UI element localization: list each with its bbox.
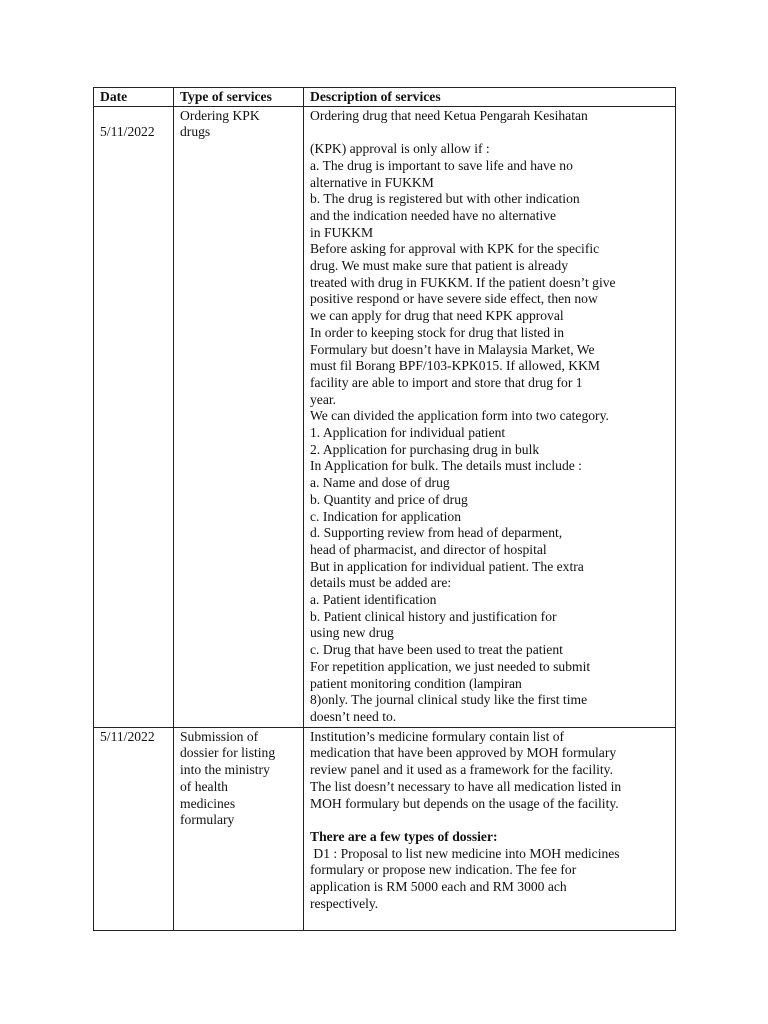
desc-line: But in application for individual patient. The extra <box>310 558 584 574</box>
desc-line: year. <box>310 391 337 407</box>
row-description <box>304 106 676 727</box>
desc-line: In Application for bulk. The details must include : <box>310 458 582 474</box>
desc-line: Institution’s medicine formulary contain list of <box>310 728 565 744</box>
desc-line: and the indication needed have no alternative <box>310 207 557 223</box>
desc-line: 2. Application for purchasing drug in bulk <box>310 441 540 457</box>
desc-line: details must be added are: <box>310 575 452 591</box>
desc-line: Formulary but doesn’t have in Malaysia Market, We <box>310 341 595 357</box>
desc-line: b. The drug is registered but with other indication <box>310 191 580 207</box>
desc-line: In order to keeping stock for drug that listed in <box>310 324 565 340</box>
row-date: 5/11/2022 <box>94 727 174 931</box>
desc-line: MOH formulary but depends on the usage of the facility. <box>310 795 619 811</box>
desc-line: head of pharmacist, and director of hospital <box>310 541 547 557</box>
desc-line: application is RM 5000 each and RM 3000 ach <box>310 879 567 895</box>
desc-line: (KPK) approval is only allow if : <box>310 141 490 157</box>
desc-line: in FUKKM <box>310 224 374 240</box>
type-line: drugs <box>180 124 211 140</box>
desc-line: The list doesn’t necessary to have all medication listed in <box>310 778 622 794</box>
desc-line: D1 : Proposal to list new medicine into MOH medicines <box>310 845 620 861</box>
desc-line: drug. We must make sure that patient is already <box>310 258 568 274</box>
header-type: Type of services <box>174 88 304 107</box>
desc-line: must fil Borang BPF/103-KPK015. If allowed, KKM <box>310 358 600 374</box>
type-line: of health <box>180 778 228 794</box>
type-line: dossier for listing <box>180 745 276 761</box>
desc-line: using new drug <box>310 625 394 641</box>
table-row <box>94 106 676 727</box>
desc-line: Before asking for approval with KPK for the specific <box>310 241 600 257</box>
desc-line: facility are able to import and store that drug for 1 <box>310 374 583 390</box>
desc-line: alternative in FUKKM <box>310 174 434 190</box>
desc-line: b. Patient clinical history and justification for <box>310 608 557 624</box>
desc-line: positive respond or have severe side effect, then now <box>310 291 598 307</box>
desc-line: formulary or propose new indication. The fee for <box>310 862 577 878</box>
desc-line: We can divided the application form into two category. <box>310 408 609 424</box>
type-line: into the ministry <box>180 762 270 778</box>
desc-line: a. The drug is important to save life and have no <box>310 157 573 173</box>
desc-blank-line <box>310 124 670 141</box>
table-header-row <box>94 88 676 107</box>
desc-line: patient monitoring condition (lampiran <box>310 675 522 691</box>
desc-line: 8)only. The journal clinical study like the first time <box>310 692 588 708</box>
row-type <box>174 106 304 727</box>
type-line: Submission of <box>180 728 259 744</box>
table-row <box>94 727 676 931</box>
desc-line: Ordering drug that need Ketua Pengarah Kesihatan <box>310 107 588 123</box>
desc-line: respectively. <box>310 895 379 911</box>
desc-line: c. Indication for application <box>310 508 461 524</box>
desc-blank-line <box>310 812 670 829</box>
desc-line: treated with drug in FUKKM. If the patient doesn’t give <box>310 274 616 290</box>
row-type <box>174 727 304 931</box>
desc-line: a. Name and dose of drug <box>310 475 450 491</box>
desc-line: For repetition application, we just needed to submit <box>310 658 591 674</box>
desc-line: b. Quantity and price of drug <box>310 491 468 507</box>
desc-line: c. Drug that have been used to treat the patient <box>310 642 563 658</box>
header-description: Description of services <box>304 88 676 107</box>
desc-line: 1. Application for individual patient <box>310 425 506 441</box>
dossier-types-heading: There are a few types of dossier: <box>310 828 498 844</box>
type-line: Ordering KPK <box>180 107 260 123</box>
desc-line: a. Patient identification <box>310 592 437 608</box>
type-line: formulary <box>180 812 235 828</box>
type-line: medicines <box>180 795 236 811</box>
desc-line: d. Supporting review from head of deparment, <box>310 525 563 541</box>
row-description <box>304 727 676 931</box>
desc-line: review panel and it used as a framework for the facility. <box>310 762 613 778</box>
row-date: 5/11/2022 <box>94 106 174 727</box>
header-date: Date <box>94 88 174 107</box>
desc-line: we can apply for drug that need KPK approval <box>310 308 564 324</box>
desc-line: doesn’t need to. <box>310 709 397 724</box>
desc-line: medication that have been approved by MOH formulary <box>310 745 617 761</box>
services-table <box>93 87 676 931</box>
